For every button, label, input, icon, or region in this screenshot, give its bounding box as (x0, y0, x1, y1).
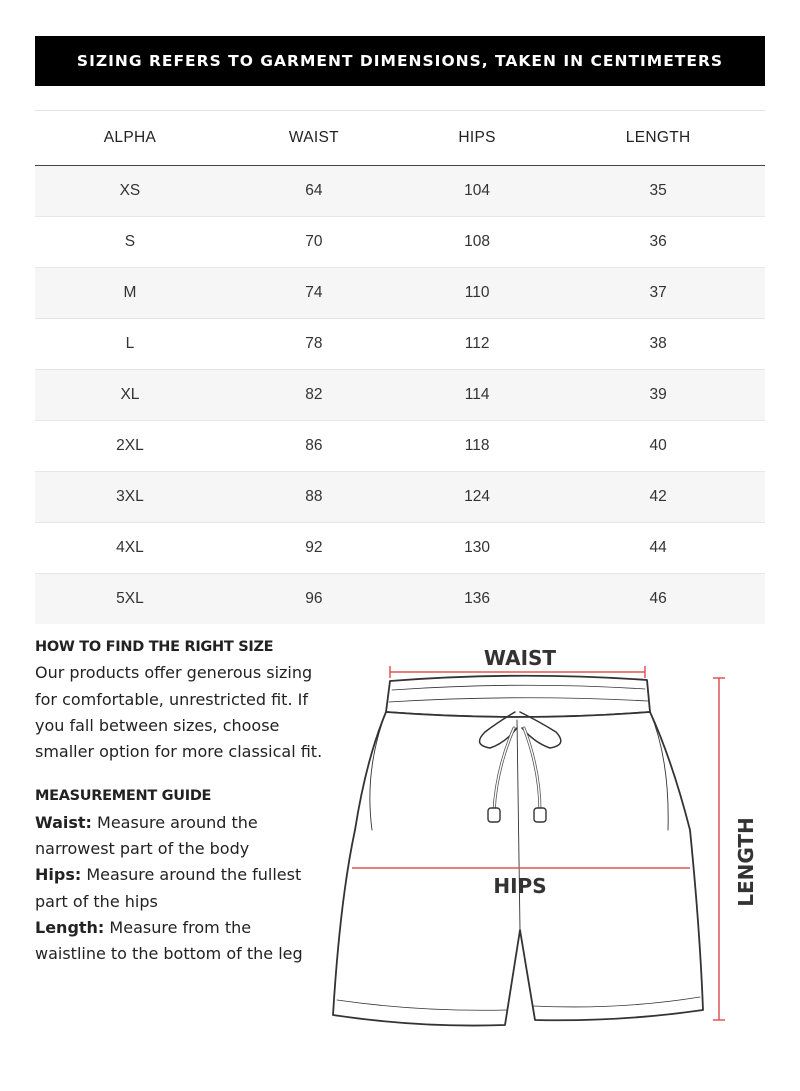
cell-size: 5XL (35, 574, 225, 625)
cell-waist: 78 (225, 319, 403, 370)
cell-size: XS (35, 166, 225, 217)
cell-hips: 110 (403, 268, 551, 319)
table-row (35, 319, 765, 370)
guide-item-text: Measure around the narrowest part of the body (35, 812, 258, 859)
table-row (35, 523, 765, 574)
cell-hips: 108 (403, 217, 551, 268)
sizing-banner (35, 36, 765, 86)
right-size-heading: HOW TO FIND THE RIGHT SIZE (35, 639, 274, 655)
cell-length: 40 (551, 421, 765, 472)
cell-waist: 92 (225, 523, 403, 574)
guide-item-label: Waist: (35, 812, 92, 832)
cell-size: S (35, 217, 225, 268)
column-header-waist: WAIST (225, 111, 403, 166)
cell-waist: 64 (225, 166, 403, 217)
shorts-measurement-diagram (325, 640, 775, 1080)
guide-item-length (35, 915, 325, 968)
cell-length: 44 (551, 523, 765, 574)
cell-waist: 74 (225, 268, 403, 319)
guide-item-text: Measure around the fullest part of the hips (35, 865, 302, 911)
cell-hips: 130 (403, 523, 551, 574)
column-header-length: LENGTH (551, 111, 765, 166)
table-row (35, 268, 765, 319)
cell-length: 35 (551, 166, 765, 217)
cell-hips: 114 (403, 370, 551, 421)
size-chart-table (35, 110, 765, 624)
table-header-row (35, 111, 765, 166)
cell-size: 3XL (35, 472, 225, 523)
measurement-guide-heading: MEASUREMENT GUIDE (35, 788, 212, 805)
cell-size: 2XL (35, 421, 225, 472)
column-header-hips: HIPS (403, 111, 551, 166)
table-row (35, 166, 765, 217)
cell-waist: 70 (225, 217, 403, 268)
cell-waist: 82 (225, 370, 403, 421)
guide-item-hips (35, 862, 325, 915)
table-row (35, 370, 765, 421)
cell-waist: 86 (225, 421, 403, 472)
cell-waist: 88 (225, 472, 403, 523)
guide-item-text: Measure from the waistline to the bottom of the leg (35, 917, 303, 964)
banner-text: SIZING REFERS TO GARMENT DIMENSIONS, TAKEN IN CENTIMETERS (76, 52, 724, 70)
cell-size: XL (35, 370, 225, 421)
cell-size: L (35, 319, 225, 370)
cell-size: 4XL (35, 523, 225, 574)
cell-hips: 104 (403, 166, 551, 217)
hips-label: HIPS (493, 874, 547, 898)
cell-length: 38 (551, 319, 765, 370)
cell-length: 39 (551, 370, 765, 421)
length-label: LENGTH (734, 817, 758, 907)
cell-hips: 136 (403, 574, 551, 625)
cell-length: 42 (551, 472, 765, 523)
guide-item-label: Length: (35, 917, 105, 937)
right-size-intro: Our products offer generous sizing for comfortable, unrestricted fit. If you fall between sizes, choose smaller option for more classical fit. (35, 663, 323, 762)
table-row (35, 217, 765, 268)
cell-size: M (35, 268, 225, 319)
table-row (35, 421, 765, 472)
column-header-alpha: ALPHA (35, 111, 225, 166)
shorts-illustration (333, 676, 703, 1026)
cell-hips: 118 (403, 421, 551, 472)
cell-length: 46 (551, 574, 765, 625)
waist-label: WAIST (483, 646, 557, 670)
cell-waist: 96 (225, 574, 403, 625)
guide-item-waist (35, 810, 325, 863)
cell-length: 37 (551, 268, 765, 319)
table-row (35, 472, 765, 523)
cell-hips: 124 (403, 472, 551, 523)
cell-length: 36 (551, 217, 765, 268)
guide-item-label: Hips: (35, 865, 82, 885)
size-guide-text (35, 634, 325, 968)
table-row (35, 574, 765, 625)
cell-hips: 112 (403, 319, 551, 370)
